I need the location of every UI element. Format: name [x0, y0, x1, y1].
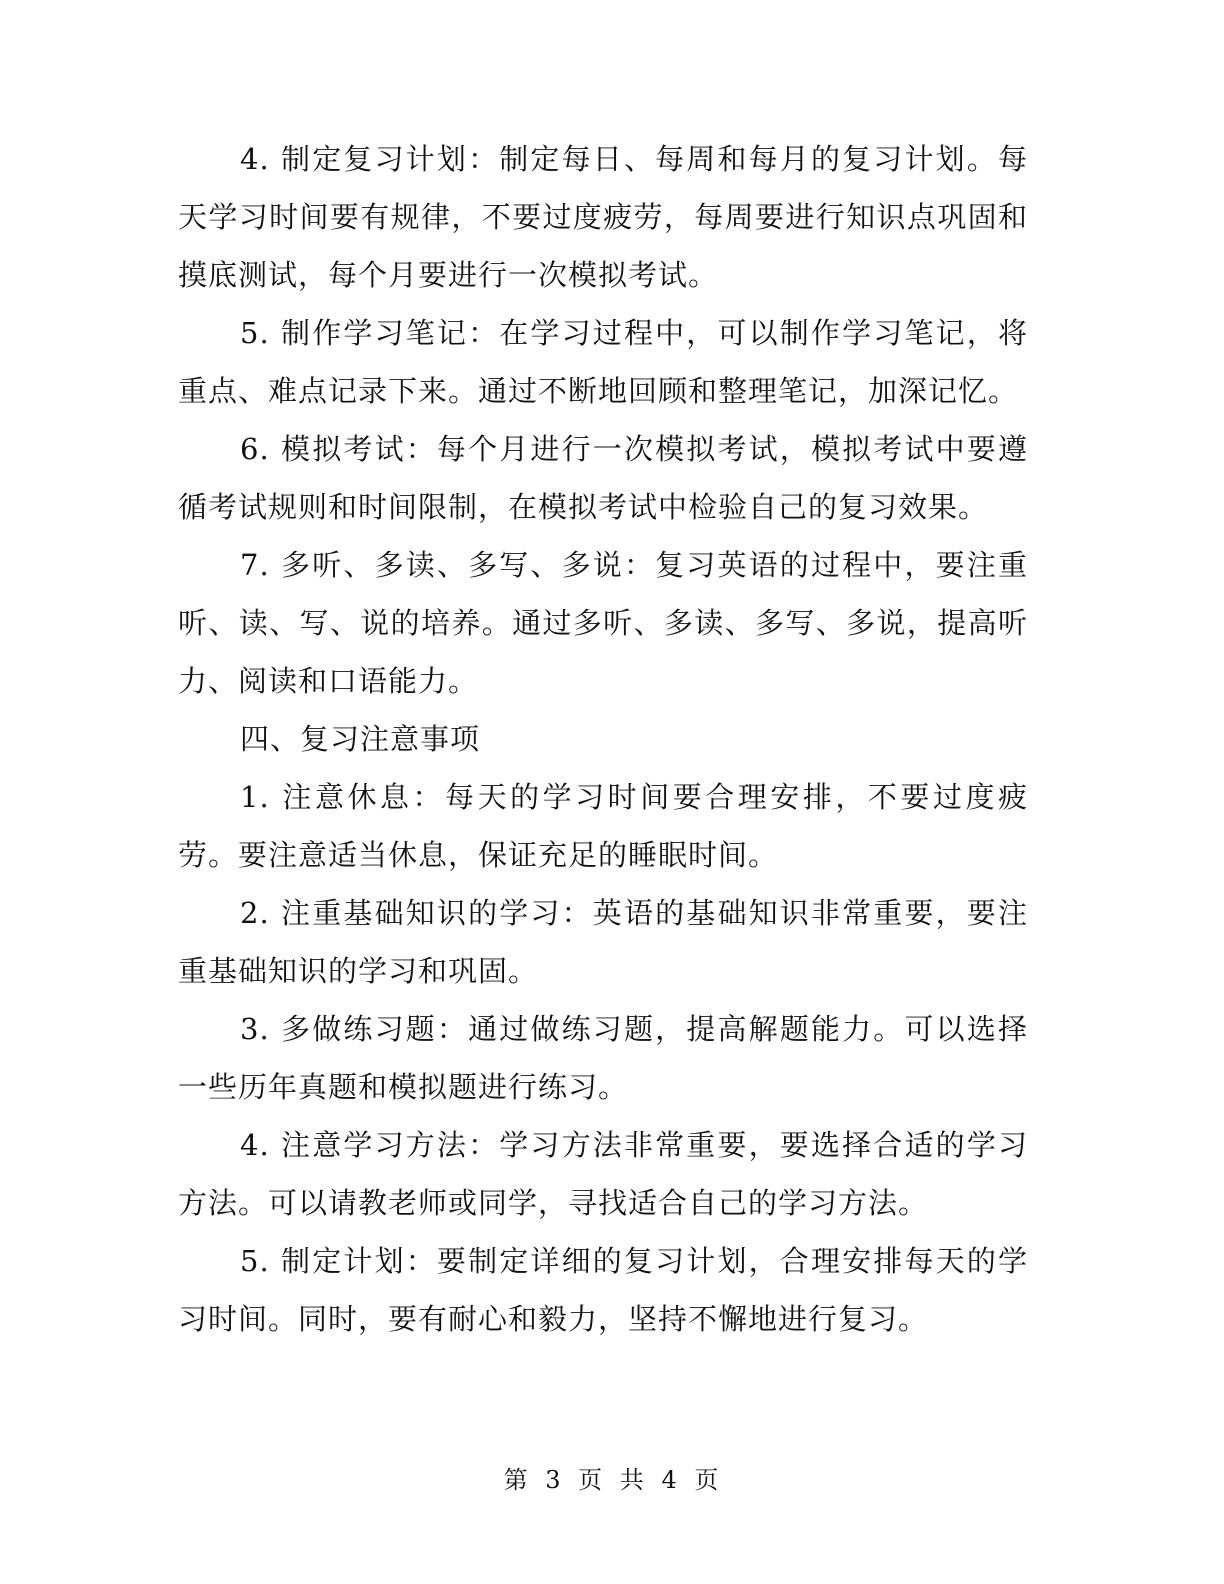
note-basics: 2. 注重基础知识的学习：英语的基础知识非常重要，要注重基础知识的学习和巩固。 — [178, 896, 1028, 988]
paragraph-mock-exam: 6. 模拟考试：每个月进行一次模拟考试，模拟考试中要遵循考试规则和时间限制，在模拟考试中检验自己的复习效果。 — [178, 432, 1028, 524]
paragraph-review-plan: 4. 制定复习计划：制定每日、每周和每月的复习计划。每天学习时间要有规律，不要过度疲劳，每周要进行知识点巩固和摸底测试，每个月要进行一次模拟考试。 — [178, 142, 1028, 292]
note-rest: 1. 注意休息：每天的学习时间要合理安排，不要过度疲劳。要注意适当休息，保证充足的睡眠时间。 — [178, 780, 1028, 872]
page-number-footer: 第 3 页 共 4 页 — [503, 1466, 721, 1494]
note-method: 4. 注意学习方法：学习方法非常重要，要选择合适的学习方法。可以请教老师或同学，寻找适合自己的学习方法。 — [178, 1128, 1028, 1220]
paragraph-study-notes: 5. 制作学习笔记：在学习过程中，可以制作学习笔记，将重点、难点记录下来。通过不断地回顾和整理笔记，加深记忆。 — [178, 316, 1028, 408]
document-body — [178, 130, 1028, 1348]
paragraph-listen-read-write-speak: 7. 多听、多读、多写、多说：复习英语的过程中，要注重听、读、写、说的培养。通过多听、多读、多写、多说，提高听力、阅读和口语能力。 — [178, 548, 1028, 698]
section-heading: 四、复习注意事项 — [240, 722, 481, 756]
note-plan: 5. 制定计划：要制定详细的复习计划，合理安排每天的学习时间。同时，要有耐心和毅力，坚持不懈地进行复习。 — [178, 1244, 1028, 1336]
note-practice: 3. 多做练习题：通过做练习题，提高解题能力。可以选择一些历年真题和模拟题进行练习。 — [178, 1012, 1028, 1104]
